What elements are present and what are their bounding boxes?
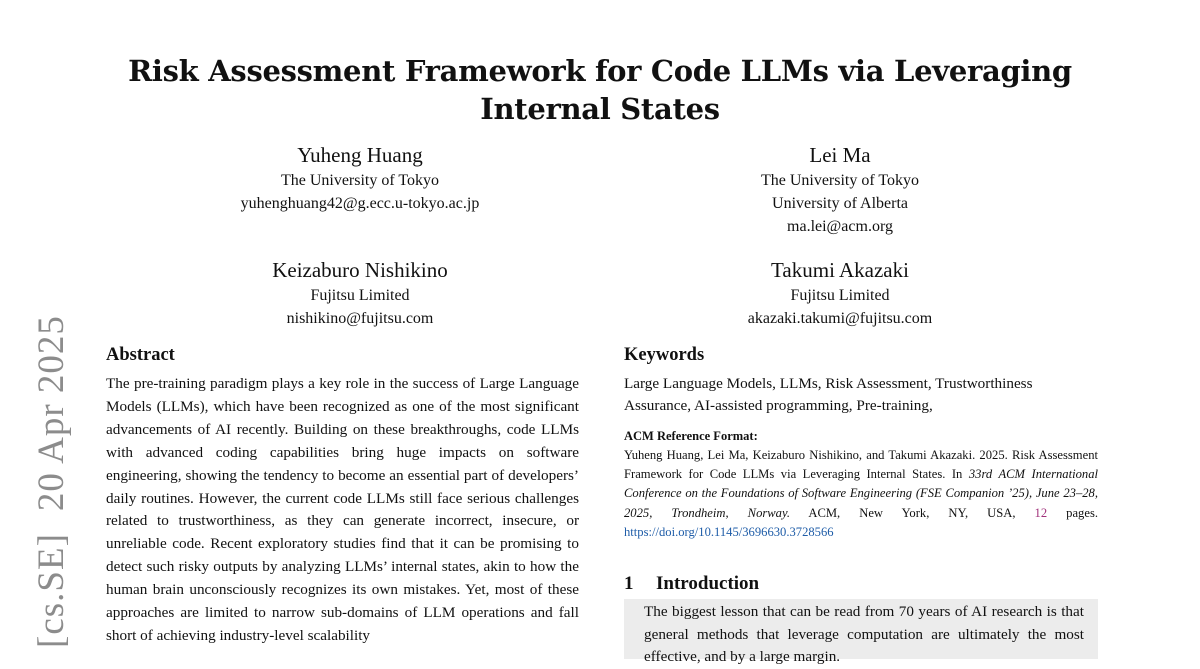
arxiv-date: 20 Apr 2025 [31,315,72,512]
author-affiliation: Fujitsu Limited [310,287,410,304]
epigraph-box [624,599,1098,666]
author-block [640,141,1040,238]
abstract-text: The pre-training paradigm plays a key role in the success of Large Language Models (LLMs), which have been recognized as one of the most significant advancements of AI recently. Building on these breakthroughs, code LLMs with advanced coding capabilities bring huge impacts on software engineering, showing the tendency to become an essential part of developers’ daily routines. However, the current code LLMs still face serious challenges related to trustworthiness, as they can generate incorrect, insecure, or unreliable code. Recent exploratory studies find that it can be promising to detect such risky outputs by analyzing LLMs’ internal states, akin to how the human brain unconsciously recognizes its own mistakes. Yet, most of these approaches are limited to narrow sub-domains of LLM operations and fall short of achieving industry-level scalability [106,375,579,644]
author-email[interactable]: nishikino@fujitsu.com [286,310,434,327]
author-name: Lei Ma [809,143,871,167]
author-name: Yuheng Huang [297,143,423,167]
author-email[interactable]: yuhenghuang42@g.ecc.u-tokyo.ac.jp [240,195,480,212]
acm-reference-publisher: ACM, New York, NY, USA, [808,505,1016,520]
introduction-heading [624,572,759,596]
acm-reference-authors: Yuheng Huang, Lei Ma, Keizaburo Nishikino, and Takumi Akazaki. 2025. Risk Assessment Framework for Code LLMs via Leveraging Internal States. In [624,448,1098,482]
keywords-heading: Keywords [624,345,705,365]
keywords-text: Large Language Models, LLMs, Risk Assessment, Trustworthiness Assurance, AI-assisted programming, Pre-training, [624,375,1033,414]
author-name: Keizaburo Nishikino [272,258,448,282]
author-affiliation: Fujitsu Limited [790,287,890,304]
author-affiliation: University of Alberta [772,195,908,212]
acm-reference-label: ACM Reference Format: [624,429,758,443]
author-block [160,141,560,215]
arxiv-stamp [30,308,73,648]
author-affiliation: The University of Tokyo [280,172,440,189]
author-email[interactable]: akazaki.takumi@fujitsu.com [747,310,933,327]
author-affiliation: The University of Tokyo [760,172,920,189]
section-number: 1 [624,573,634,594]
doi-link[interactable]: https://doi.org/10.1145/3696630.3728566 [624,524,834,539]
acm-reference-pages-suffix: pages. [1066,505,1098,520]
acm-reference-venue: 33rd ACM International Conference on the Foundations of Software Engineering (FSE Companion ’25), June 23–28, 2025, Trondheim, Norway. [624,467,1098,520]
section-title: Introduction [656,573,760,594]
epigraph-text: The biggest lesson that can be read from 70 years of AI research is that general methods that leverage computation are ultimately the most effective, and by a large margin. [644,603,1084,666]
author-block [160,256,560,330]
author-block [640,256,1040,330]
page-count-link[interactable]: 12 [1034,505,1048,520]
abstract-heading: Abstract [106,345,175,365]
arxiv-category: [cs.SE] [31,533,72,648]
acm-reference-text [624,446,1098,542]
author-email[interactable]: ma.lei@acm.org [787,218,893,235]
paper-title: Risk Assessment Framework for Code LLMs via Leveraging Internal States [128,54,1072,126]
author-name: Takumi Akazaki [771,258,909,282]
